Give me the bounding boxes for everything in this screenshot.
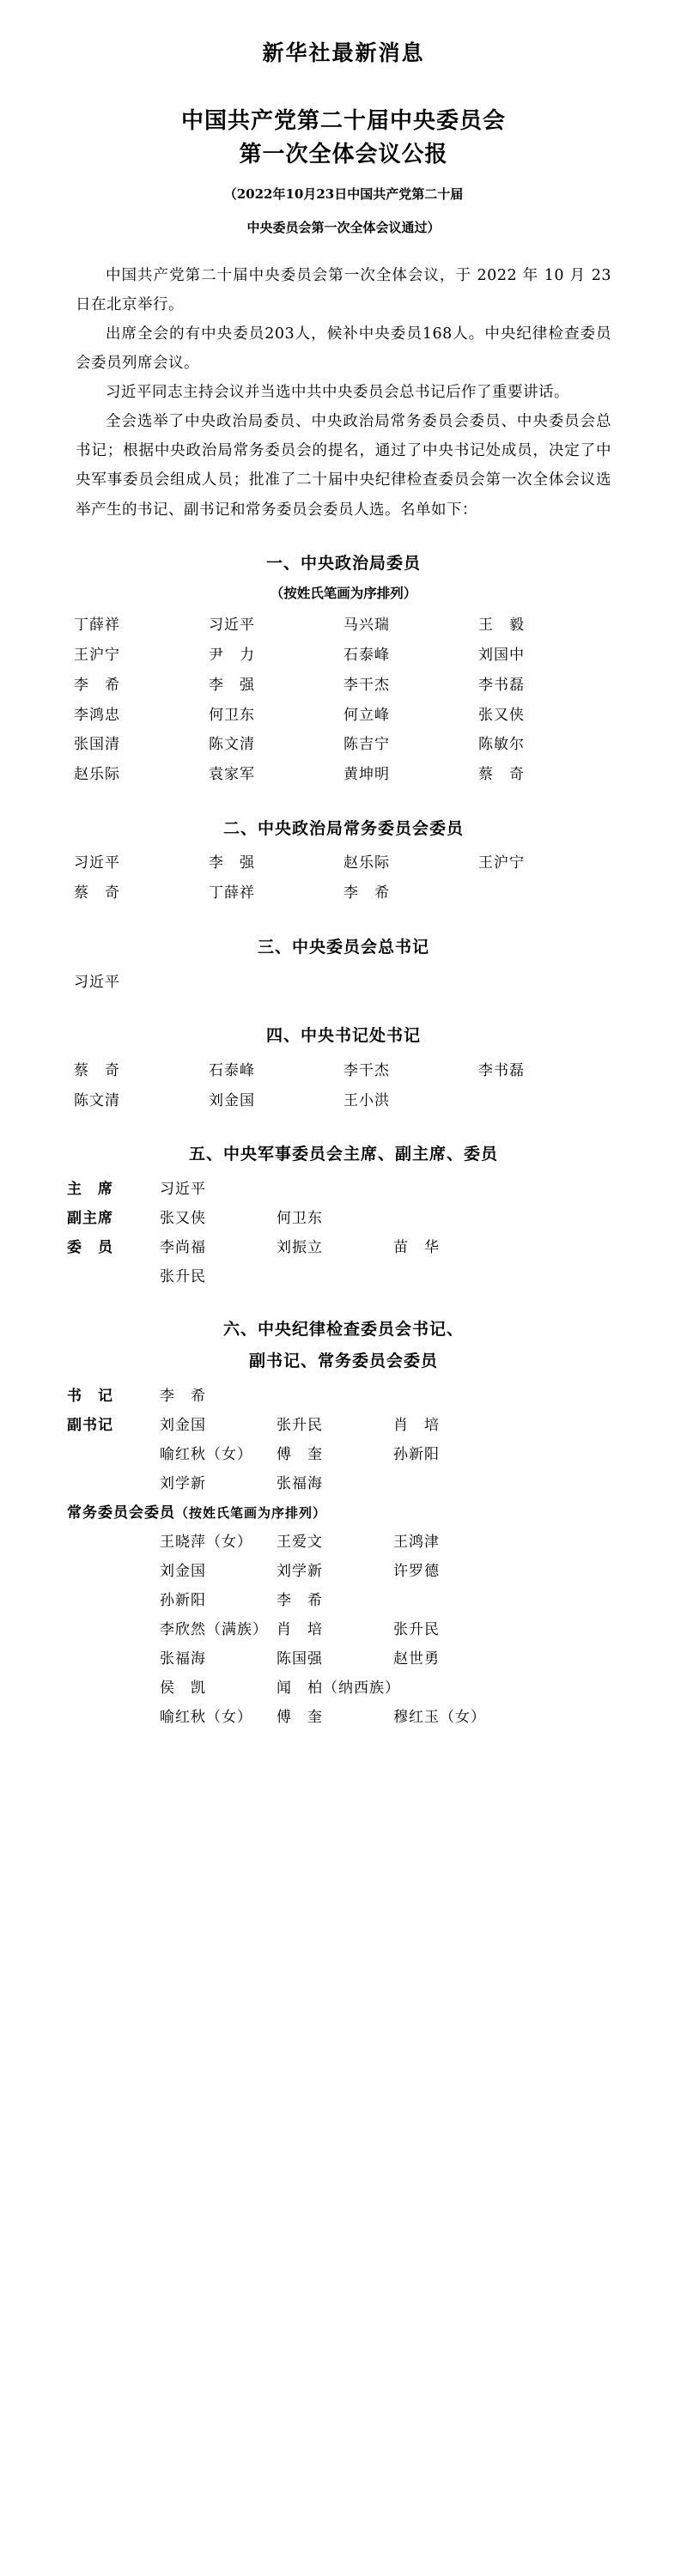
name-cell: 何立峰 (344, 706, 390, 724)
role-row (67, 1528, 620, 1557)
role-names (160, 1586, 620, 1615)
name-cell: 刘国中 (478, 646, 525, 664)
name-cell: 张福海 (160, 1649, 206, 1668)
name-cell: 王小洪 (344, 1091, 390, 1109)
name-cell: 李 希 (277, 1591, 323, 1609)
name-cell: 张福海 (277, 1474, 323, 1492)
name-cell: 孙新阳 (160, 1591, 206, 1609)
role-row (67, 1644, 620, 1674)
name-cell: 丁薛祥 (209, 884, 255, 902)
role-row (67, 1674, 620, 1703)
politburo-name-grid (74, 611, 613, 790)
name-cell: 李干杰 (344, 1061, 390, 1079)
name-cell: 丁薛祥 (74, 617, 120, 635)
name-cell: 傅 奎 (277, 1445, 323, 1463)
name-cell: 赵乐际 (344, 854, 390, 872)
doc-subtitle-line2: 中央委员会第一次全体会议通过） (246, 219, 441, 235)
name-cell: 刘学新 (160, 1474, 206, 1492)
role-label: 委 员 (67, 1238, 113, 1256)
role-row (67, 1440, 620, 1469)
section-heading-secretariat: 四、中央书记处书记 (265, 1026, 421, 1046)
cmc-role-list (67, 1175, 620, 1291)
name-cell: 刘金国 (209, 1091, 255, 1109)
name-cell: 何卫东 (209, 706, 255, 724)
name-cell: 石泰峰 (344, 646, 390, 664)
name-cell: 李 强 (209, 676, 255, 694)
paragraph: 习近平同志主持会议并当选中共中央委员会总书记后作了重要讲话。 (106, 384, 569, 401)
name-cell (393, 1586, 510, 1615)
role-label: 副主席 (67, 1209, 113, 1227)
name-cell: 闻 柏（纳西族） (277, 1679, 400, 1697)
role-names (160, 1204, 620, 1233)
paragraph: 中国共产党第二十届中央委员会第一次全体会议，于 2022 年 10 月 23 日在北京举行。 (76, 266, 611, 313)
name-cell: 何卫东 (277, 1209, 323, 1227)
name-row (74, 671, 613, 701)
name-cell (478, 1086, 613, 1116)
role-row (67, 1262, 620, 1291)
name-cell: 习近平 (160, 1180, 206, 1198)
name-cell: 喻红秋（女） (160, 1445, 252, 1463)
name-cell: 喻红秋（女） (160, 1708, 252, 1726)
role-names (160, 1703, 620, 1732)
name-cell: 傅 奎 (277, 1708, 323, 1726)
role-row (67, 1411, 620, 1440)
name-cell: 刘金国 (160, 1562, 206, 1580)
role-row (67, 1233, 620, 1262)
name-cell: 陈文清 (209, 736, 255, 754)
name-cell (478, 878, 613, 908)
role-label: 副书记 (67, 1416, 113, 1434)
section-heading-politburo: 一、中央政治局委员 (265, 553, 421, 573)
secretariat-name-grid (74, 1056, 613, 1116)
role-names (160, 1528, 620, 1557)
name-cell: 李 希 (74, 676, 120, 694)
name-cell: 蔡 奇 (74, 1061, 120, 1079)
name-cell: 张又侠 (160, 1209, 206, 1227)
name-cell: 侯 凯 (160, 1679, 206, 1697)
name-cell: 黄坤明 (344, 766, 390, 784)
role-names (160, 1233, 620, 1262)
name-row (74, 878, 613, 908)
name-row (74, 641, 613, 671)
name-cell: 王 毅 (478, 617, 525, 635)
name-cell: 袁家军 (209, 766, 255, 784)
name-row (74, 611, 613, 641)
section-note-politburo: （按姓氏笔画为序排列） (270, 585, 417, 602)
role-names (160, 1175, 620, 1204)
section-heading-standing-committee: 二、中央政治局常务委员会委员 (222, 819, 464, 839)
name-cell: 王沪宁 (478, 854, 525, 872)
name-cell: 刘振立 (277, 1238, 323, 1256)
section-heading-cmc: 五、中央军事委员会主席、副主席、委员 (188, 1145, 498, 1164)
cdi-members-note: （按姓氏笔画为序排列） (175, 1504, 327, 1521)
name-cell: 李书磊 (478, 1061, 525, 1079)
name-cell (393, 1674, 510, 1703)
name-cell: 王鸿津 (393, 1533, 440, 1551)
role-row (67, 1469, 620, 1498)
name-cell: 王沪宁 (74, 646, 120, 664)
section-heading-cdi-line2: 副书记、常务委员会委员 (248, 1352, 438, 1371)
name-cell: 石泰峰 (209, 1061, 255, 1079)
role-names (160, 1262, 620, 1291)
name-cell: 赵乐际 (74, 766, 120, 784)
name-cell: 陈文清 (74, 1091, 120, 1109)
role-names (160, 1644, 620, 1674)
name-cell: 赵世勇 (393, 1649, 440, 1668)
cdi-members-label-text: 常务委员会委员 (67, 1504, 175, 1522)
name-cell: 李欣然（满族） (160, 1620, 268, 1638)
name-cell: 王晓萍（女） (160, 1533, 252, 1551)
role-names (160, 1557, 620, 1586)
name-row (74, 701, 613, 731)
name-cell: 李干杰 (344, 676, 390, 694)
role-names (160, 1411, 620, 1440)
name-cell: 张升民 (277, 1416, 323, 1434)
name-cell: 肖 培 (393, 1416, 440, 1434)
body-paragraphs (76, 261, 611, 525)
name-cell: 张升民 (393, 1620, 440, 1638)
role-row (67, 1382, 620, 1411)
name-cell: 李尚福 (160, 1238, 206, 1256)
name-cell: 孙新阳 (393, 1445, 440, 1463)
name-cell: 蔡 奇 (478, 766, 525, 784)
name-cell: 蔡 奇 (74, 884, 120, 902)
name-row (74, 730, 613, 760)
paragraph: 出席全会的有中央委员203人，候补中央委员168人。中央纪律检查委员会委员列席会议。 (76, 325, 611, 372)
name-cell: 李 希 (160, 1387, 206, 1405)
masthead: 新华社最新消息 (262, 40, 425, 65)
role-row (67, 1175, 620, 1204)
doc-title-line2: 第一次全体会议公报 (239, 142, 448, 167)
name-row (74, 1086, 613, 1116)
name-cell: 习近平 (74, 854, 120, 872)
name-cell: 刘学新 (277, 1562, 323, 1580)
role-row (67, 1703, 620, 1732)
section-heading-general-secretary: 三、中央委员会总书记 (257, 938, 429, 957)
paragraph: 全会选举了中央政治局委员、中央政治局常务委员会委员、中央委员会总书记；根据中央政治局常务委员会的提名，通过了中央书记处成员，决定了中央军事委员会组成人员；批准了二十届中央纪律检查委员会第一次全体会议选举产生的书记、副书记和常务委员会委员人选。名单如下： (76, 413, 611, 519)
standing-committee-name-grid (74, 848, 613, 908)
name-cell: 尹 力 (209, 646, 255, 664)
name-cell: 陈敏尔 (478, 736, 525, 754)
role-label: 书 记 (67, 1387, 113, 1405)
role-label: 主 席 (67, 1180, 113, 1198)
role-names (160, 1615, 620, 1644)
name-cell: 李鸿忠 (74, 706, 120, 724)
name-cell: 李 强 (209, 854, 255, 872)
section-heading-cdi-line1: 六、中央纪律检查委员会书记、 (222, 1319, 464, 1339)
role-row (67, 1204, 620, 1233)
name-cell: 穆红玉（女） (393, 1708, 486, 1726)
role-names (160, 1674, 620, 1703)
doc-subtitle-line1: （2022年10月23日中国共产党第二十届 (223, 186, 464, 202)
name-cell: 许罗德 (393, 1562, 440, 1580)
name-cell: 张又侠 (478, 706, 525, 724)
name-cell: 苗 华 (393, 1238, 440, 1256)
role-names (160, 1382, 620, 1411)
name-row (74, 760, 613, 790)
doc-title-line1: 中国共产党第二十届中央委员会 (180, 108, 506, 134)
cdi-role-list (67, 1382, 620, 1732)
name-row (74, 1056, 613, 1086)
role-names (160, 1469, 620, 1498)
title-block (0, 72, 687, 239)
name-cell: 肖 培 (277, 1620, 323, 1638)
name-cell: 马兴瑞 (344, 617, 390, 635)
name-cell: 陈吉宁 (344, 736, 390, 754)
name-cell: 张升民 (160, 1267, 206, 1285)
name-cell: 张国清 (74, 736, 120, 754)
name-cell: 刘金国 (160, 1416, 206, 1434)
cdi-members-header-row (67, 1498, 620, 1528)
name-cell: 王爱文 (277, 1533, 323, 1551)
name-cell: 李书磊 (478, 676, 525, 694)
name-cell: 习近平 (209, 617, 255, 635)
role-names (160, 1440, 620, 1469)
role-row (67, 1557, 620, 1586)
general-secretary-name: 习近平 (74, 973, 120, 991)
name-cell: 陈国强 (277, 1649, 323, 1668)
name-row (74, 848, 613, 878)
name-cell: 李 希 (344, 884, 390, 902)
cdi-members-label (67, 1498, 326, 1528)
role-row (67, 1586, 620, 1615)
role-row (67, 1615, 620, 1644)
